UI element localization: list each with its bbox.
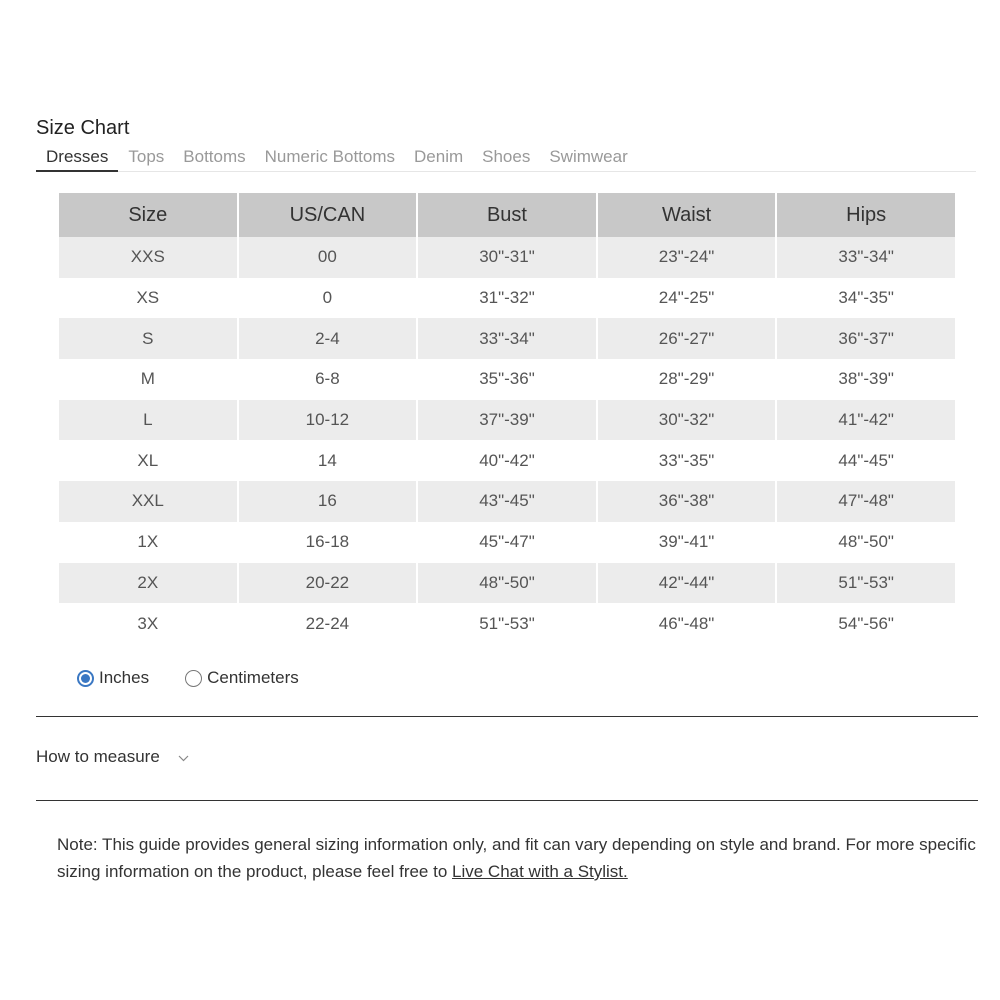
- table-cell: L: [59, 400, 237, 441]
- table-row: [59, 563, 955, 604]
- table-cell: 0: [322, 288, 333, 308]
- table-cell: 48"-50": [838, 532, 894, 552]
- sizing-note: [57, 831, 977, 885]
- column-header: Hips: [777, 193, 955, 237]
- table-cell: 2X: [59, 563, 237, 604]
- unit-option-centimeters[interactable]: [185, 668, 299, 688]
- tab-bottoms[interactable]: Bottoms: [183, 147, 246, 166]
- table-cell: 22-24: [305, 613, 350, 633]
- radio-unchecked-icon[interactable]: [185, 670, 202, 687]
- tab-denim[interactable]: Denim: [414, 147, 464, 166]
- divider: [36, 800, 978, 801]
- table-cell: 33"-34": [777, 237, 955, 278]
- table-cell: 42"-44": [598, 563, 776, 604]
- table-cell: 39"-41": [658, 532, 715, 552]
- note-text: This guide provides general sizing information only, and fit can vary depending on style and brand. For more specific sizing information on the product, please feel free to: [57, 835, 976, 881]
- table-cell: S: [59, 318, 237, 359]
- table-row: [59, 603, 955, 644]
- table-header-row: [59, 193, 955, 237]
- column-header: Bust: [418, 193, 596, 237]
- tab-tops[interactable]: Tops: [128, 147, 165, 166]
- table-cell: 36"-37": [777, 318, 955, 359]
- table-row: [59, 359, 955, 400]
- note-prefix: Note:: [57, 835, 98, 854]
- table-row: [59, 318, 955, 359]
- table-cell: 14: [317, 450, 337, 470]
- table-cell: 38"-39": [838, 369, 894, 389]
- table-row: [59, 400, 955, 441]
- table-cell: 23"-24": [598, 237, 776, 278]
- radio-checked-icon[interactable]: [77, 670, 94, 687]
- table-cell: 26"-27": [598, 318, 776, 359]
- table-cell: 47"-48": [777, 481, 955, 522]
- table-cell: 46"-48": [658, 613, 715, 633]
- table-cell: XL: [137, 450, 159, 470]
- table-cell: 30"-31": [418, 237, 596, 278]
- table-row: [59, 440, 955, 481]
- table-cell: 33"-34": [418, 318, 596, 359]
- table-cell: M: [140, 369, 155, 389]
- table-cell: 16: [239, 481, 417, 522]
- column-header: US/CAN: [239, 193, 417, 237]
- table-cell: XXL: [59, 481, 237, 522]
- table-cell: 40"-42": [479, 450, 535, 470]
- table-cell: 35"-36": [479, 369, 535, 389]
- table-cell: XS: [136, 288, 160, 308]
- how-to-measure-toggle[interactable]: [36, 747, 189, 767]
- table-cell: 16-18: [305, 532, 350, 552]
- live-chat-link[interactable]: Live Chat with a Stylist.: [452, 862, 628, 881]
- table-cell: 28"-29": [658, 369, 715, 389]
- table-cell: 10-12: [239, 400, 417, 441]
- tab-shoes[interactable]: Shoes: [482, 147, 531, 166]
- table-cell: 31"-32": [479, 288, 535, 308]
- table-cell: 20-22: [239, 563, 417, 604]
- table-cell: 41"-42": [777, 400, 955, 441]
- size-table: [57, 193, 957, 644]
- table-cell: 33"-35": [658, 450, 715, 470]
- table-cell: 51"-53": [479, 613, 535, 633]
- table-row: [59, 278, 955, 319]
- table-cell: 3X: [137, 613, 159, 633]
- tab-numeric-bottoms[interactable]: Numeric Bottoms: [264, 147, 396, 166]
- table-cell: 1X: [137, 532, 159, 552]
- table-cell: 36"-38": [598, 481, 776, 522]
- table-cell: 6-8: [315, 369, 340, 389]
- table-cell: 44"-45": [838, 450, 894, 470]
- table-cell: 54"-56": [838, 613, 894, 633]
- table-cell: 45"-47": [479, 532, 535, 552]
- category-tabs: [36, 145, 976, 172]
- table-cell: 48"-50": [418, 563, 596, 604]
- column-header: Size: [59, 193, 237, 237]
- table-cell: 51"-53": [777, 563, 955, 604]
- table-cell: 34"-35": [838, 288, 894, 308]
- unit-option-label: Centimeters: [207, 668, 299, 687]
- table-cell: 30"-32": [598, 400, 776, 441]
- table-cell: 24"-25": [658, 288, 715, 308]
- table-row: [59, 481, 955, 522]
- tab-swimwear[interactable]: Swimwear: [549, 147, 628, 166]
- table-cell: 2-4: [239, 318, 417, 359]
- how-to-measure-label: How to measure: [36, 747, 160, 766]
- table-body: [59, 237, 955, 644]
- table-cell: 00: [239, 237, 417, 278]
- table-row: [59, 237, 955, 278]
- unit-toggle: [77, 668, 299, 688]
- size-chart-title: Size Chart: [36, 117, 130, 139]
- table-cell: XXS: [59, 237, 237, 278]
- unit-option-label: Inches: [99, 668, 150, 687]
- tab-dresses[interactable]: Dresses: [36, 145, 118, 172]
- table-cell: 37"-39": [418, 400, 596, 441]
- divider: [36, 716, 978, 717]
- chevron-down-icon: [178, 747, 189, 767]
- table-row: [59, 522, 955, 563]
- unit-option-inches[interactable]: [77, 668, 149, 688]
- table-cell: 43"-45": [418, 481, 596, 522]
- column-header: Waist: [598, 193, 776, 237]
